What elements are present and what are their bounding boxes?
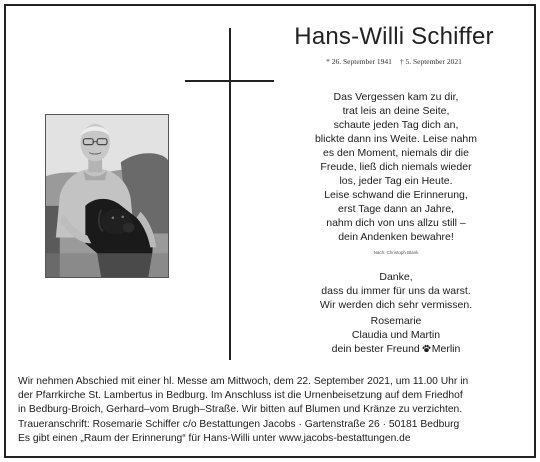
- thanks-line: Danke,: [379, 271, 413, 283]
- mourners-signatures: [284, 314, 508, 356]
- portrait-photo-illustration: [46, 115, 168, 277]
- notice-line: der Pfarrkirche St. Lambertus in Bedburg. Im Anschluss ist die Urnenbeisetzung auf dem Friedhof: [18, 390, 463, 402]
- notice-line: Traueranschrift: Rosemarie Schiffer c/o Bestattungen Jacobs · Gartenstraße 26 · 50181 Bedburg: [18, 418, 460, 430]
- death-date: † 5. September 2021: [399, 57, 462, 66]
- thanks-message: [284, 270, 508, 312]
- signature-line-pet: [284, 342, 508, 356]
- deceased-name: Hans-Willi Schiffer: [294, 23, 494, 50]
- cross-vertical-bar: [229, 28, 231, 360]
- signature-pet-name: Merlin: [431, 343, 461, 355]
- notice-line: Wir nehmen Abschied mit einer hl. Messe am Mittwoch, dem 22. September 2021, um 11.00 Uhr in: [18, 376, 469, 387]
- poem-credit: Nach: Christoph Blank: [373, 250, 419, 255]
- poem-line: es den Moment, niemals dir die: [323, 147, 469, 159]
- poem-line: Das Vergessen kam zu dir,: [333, 91, 459, 103]
- poem-line: blickte dann ins Weite. Leise nahm: [314, 133, 478, 145]
- poem-line: Freude, ließ dich niemals wieder: [320, 161, 472, 173]
- signature-line: Claudia und Martin: [351, 329, 441, 341]
- poem-line: erst Tage dann an Jahre,: [338, 203, 454, 215]
- poem-line: trat leis an deine Seite,: [342, 105, 450, 117]
- birth-date: * 26. September 1941: [326, 57, 392, 66]
- cross-horizontal-bar: [185, 80, 274, 82]
- poem-line: dein Andenken bewahre!: [338, 231, 454, 243]
- memorial-poem: [284, 90, 508, 244]
- thanks-line: dass du immer für uns da warst.: [321, 285, 471, 297]
- poem-line: Leise schwand die Erinnerung,: [324, 189, 468, 201]
- signature-pet-prefix: dein bester Freund: [331, 343, 420, 355]
- notice-line: Es gibt einen „Raum der Erinnerung“ für Hans-Willi unter www.jacobs-bestattungen.de: [18, 432, 411, 444]
- funeral-notice: [18, 375, 524, 446]
- portrait-photo: [45, 114, 169, 278]
- notice-line: in Bedburg-Broich, Gerhard–vom Brugh–Straße. Wir bitten auf Blumen und Kränze zu verzichten.: [18, 404, 463, 416]
- poem-line: los, jeder Tag ein Heute.: [339, 175, 453, 187]
- poem-line: schaute jeden Tag dich an,: [333, 119, 459, 131]
- thanks-line: Wir werden dich sehr vermissen.: [319, 299, 473, 311]
- paw-icon: [422, 344, 431, 353]
- poem-line: nahm dich von uns allzu still –: [326, 217, 466, 229]
- life-dates: [294, 57, 494, 67]
- signature-line: Rosemarie: [370, 315, 422, 327]
